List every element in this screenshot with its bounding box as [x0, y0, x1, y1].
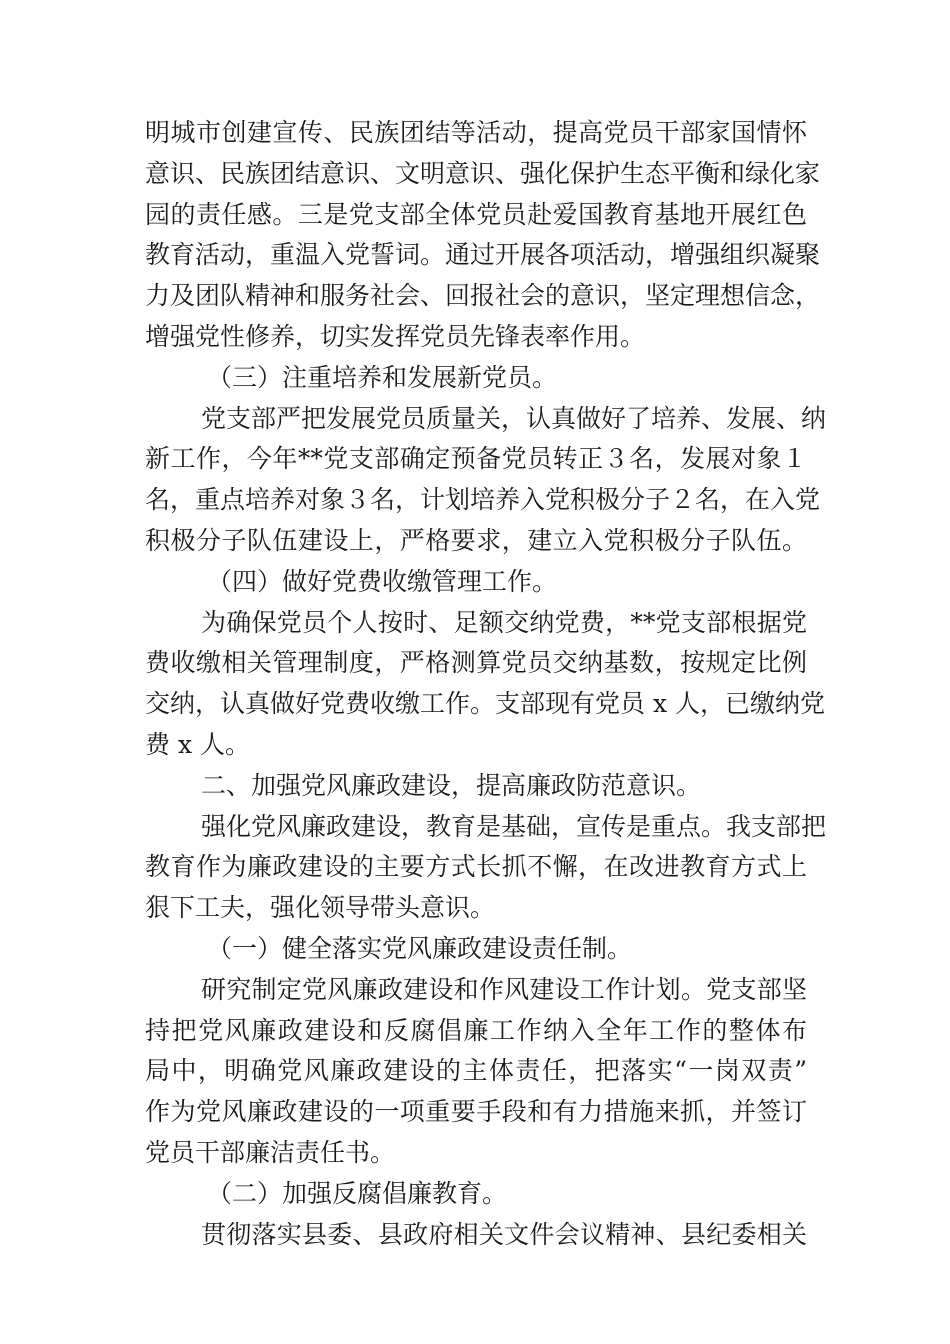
paragraph-line: 党支部严把发展党员质量关，认真做好了培养、发展、纳 — [201, 403, 827, 433]
paragraph-line: 研究制定党风廉政建设和作风建设工作计划。党支部坚 — [201, 974, 807, 1004]
paragraph-line: 新工作，今年**党支部确定预备党员转正３名，发展对象１ — [145, 444, 807, 474]
paragraph-line: 强化党风廉政建设，教育是基础，宣传是重点。我支部把 — [201, 811, 827, 841]
paragraph-line: 局中，明确党风廉政建设的主体责任，把落实“一岗双责” — [145, 1056, 807, 1086]
paragraph-line: 持把党风廉政建设和反腐倡廉工作纳入全年工作的整体布 — [145, 1015, 807, 1045]
paragraph-line: 为确保党员个人按时、足额交纳党费，**党支部根据党 — [201, 607, 807, 637]
section-heading: （四）做好党费收缴管理工作。 — [207, 566, 558, 596]
section-heading: （一）健全落实党风廉政建设责任制。 — [207, 933, 633, 963]
paragraph-line: 党员干部廉洁责任书。 — [145, 1137, 396, 1167]
paragraph-line: 力及团队精神和服务社会、回报社会的意识，坚定理想信念， — [145, 281, 821, 311]
paragraph-line: 交纳，认真做好党费收缴工作。支部现有党员 x 人，已缴纳党 — [145, 689, 825, 719]
paragraph-line: 作为党风廉政建设的一项重要手段和有力措施来抓，并签订 — [145, 1097, 807, 1127]
section-heading: 二、加强党风廉政建设，提高廉政防范意识。 — [201, 770, 702, 800]
section-heading: （二）加强反腐倡廉教育。 — [207, 1178, 508, 1208]
section-heading: （三）注重培养和发展新党员。 — [207, 362, 558, 392]
paragraph-line: 增强党性修养，切实发挥党员先锋表率作用。 — [145, 321, 646, 351]
paragraph-line: 费收缴相关管理制度，严格测算党员交纳基数，按规定比例 — [145, 648, 807, 678]
paragraph-line: 园的责任感。三是党支部全体党员赴爱国教育基地开展红色 — [145, 199, 807, 229]
paragraph-line: 明城市创建宣传、民族团结等活动，提高党员干部家国情怀 — [145, 118, 807, 147]
paragraph-line: 意识、民族团结意识、文明意识、强化保护生态平衡和绿化家 — [145, 158, 821, 188]
paragraph-line: 名，重点培养对象３名，计划培养入党积极分子２名，在入党 — [145, 485, 821, 515]
paragraph-line: 积极分子队伍建设上，严格要求，建立入党积极分子队伍。 — [145, 525, 807, 555]
paragraph-line: 教育活动，重温入党誓词。通过开展各项活动，增强组织凝聚 — [145, 240, 821, 270]
paragraph-line: 贯彻落实县委、县政府相关文件会议精神、县纪委相关 — [201, 1219, 807, 1249]
document-body — [145, 113, 827, 1255]
paragraph-line: 狠下工夫，强化领导带头意识。 — [145, 893, 496, 923]
paragraph-line: 费 x 人。 — [145, 729, 250, 759]
paragraph-line: 教育作为廉政建设的主要方式长抓不懈，在改进教育方式上 — [145, 852, 807, 882]
